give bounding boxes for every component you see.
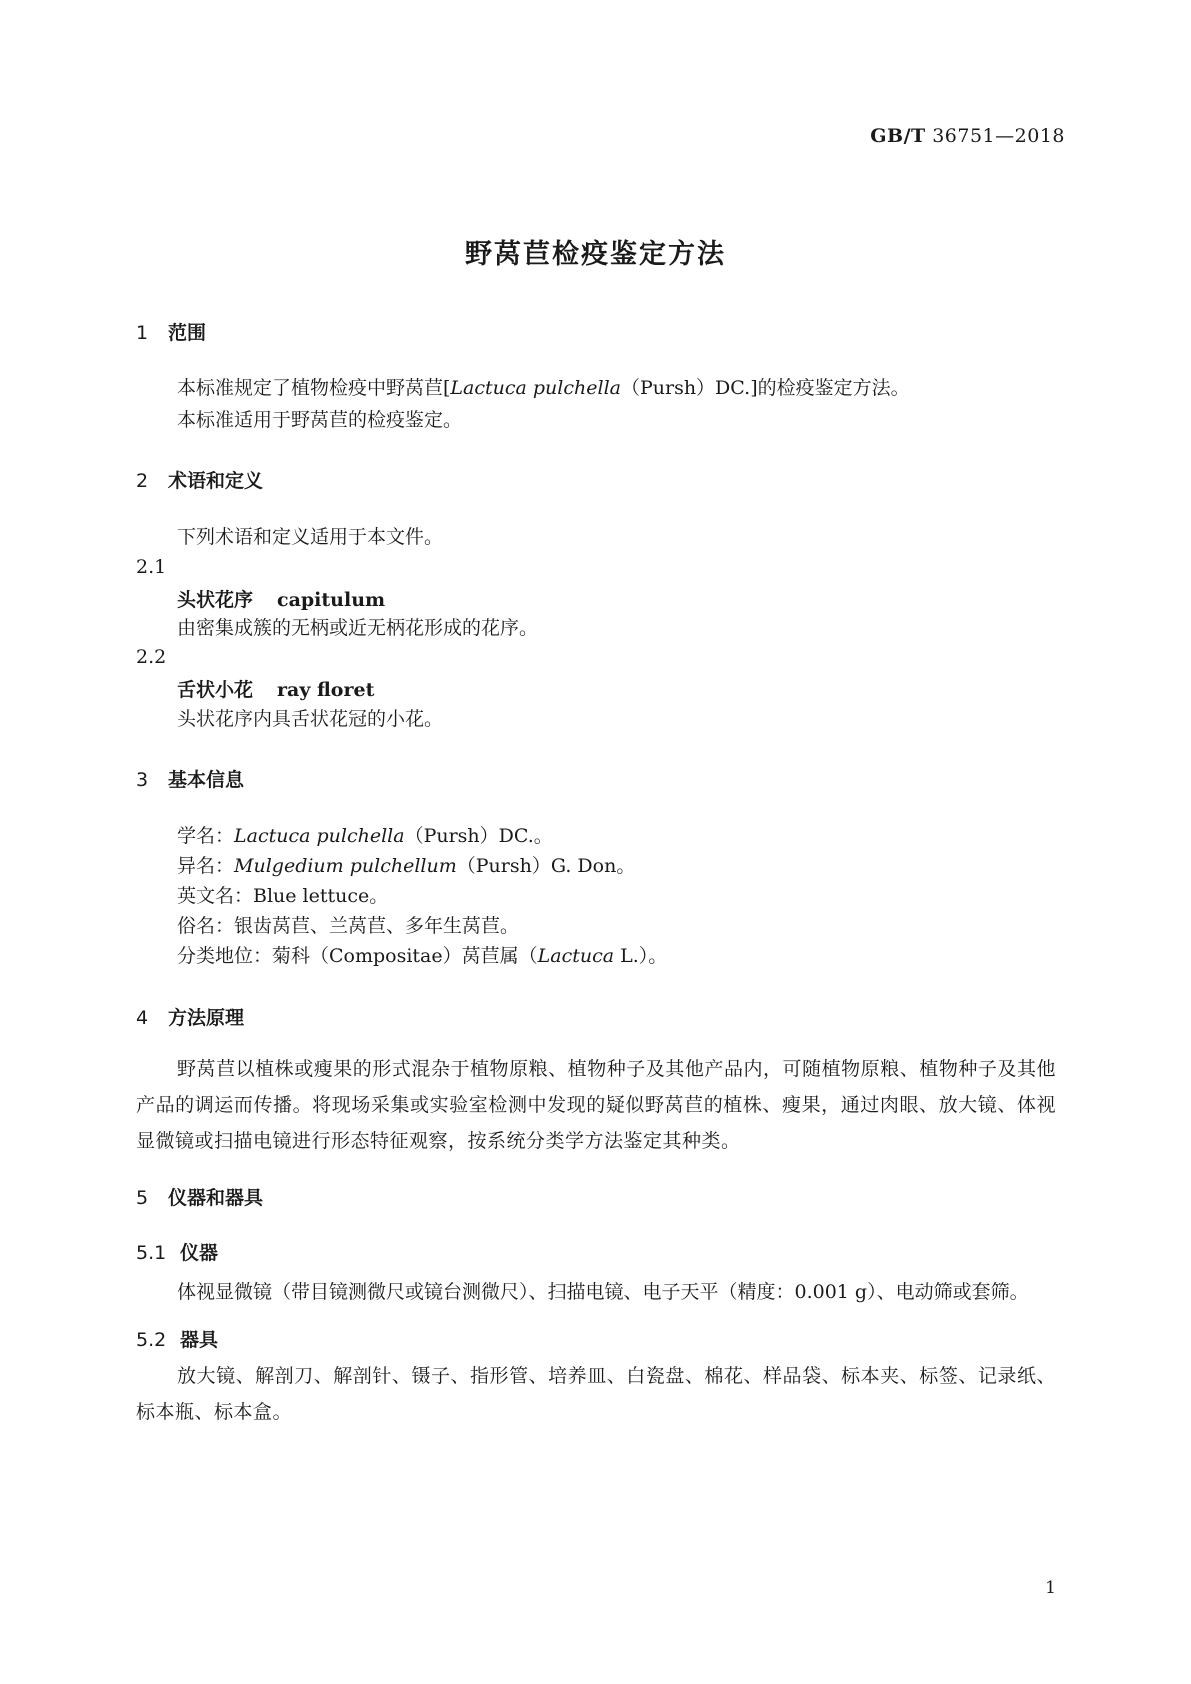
section-title: 器具 [180, 1329, 219, 1351]
term-zh: 头状花序 [177, 589, 254, 611]
text: （Pursh）G. Don。 [456, 855, 636, 877]
section-2-heading [136, 466, 263, 493]
section-1-heading [136, 318, 206, 345]
section-title: 范围 [168, 322, 207, 344]
term-2-2-number: 2.2 [136, 646, 167, 668]
terms-intro: 下列术语和定义适用于本文件。 [177, 526, 444, 548]
section-5-heading [136, 1183, 263, 1210]
term-2-1 [177, 585, 385, 612]
instruments-paragraph: 体视显微镜（带目镜测微尺或镜台测微尺）、扫描电镜、电子天平（精度：0.001 g）、电动筛或套筛。 [177, 1281, 1029, 1303]
section-5-2-heading [136, 1325, 218, 1352]
text: 分类地位：菊科（Compositae）莴苣属（ [177, 945, 538, 967]
scientific-name-line [177, 820, 553, 852]
synonym-line [177, 850, 635, 882]
term-2-1-definition: 由密集成簇的无柄或近无柄花形成的花序。 [177, 617, 539, 639]
english-name-line: 英文名：Blue lettuce。 [177, 885, 389, 907]
text: （Pursh）DC.]的检疫鉴定方法。 [620, 377, 910, 399]
term-2-1-number: 2.1 [136, 556, 167, 578]
term-2-2 [177, 675, 374, 702]
text: （Pursh）DC.。 [404, 825, 553, 847]
section-number: 1 [136, 322, 149, 344]
section-number: 3 [136, 769, 149, 791]
tools-paragraph: 放大镜、解剖刀、解剖针、镊子、指形管、培养皿、白瓷盘、棉花、样品袋、标本夹、标签、记录纸、标本瓶、标本盒。 [136, 1365, 1056, 1423]
label: 异名： [177, 855, 235, 877]
code-number: 36751—2018 [932, 125, 1065, 147]
section-3-heading [136, 765, 244, 792]
text: 本标准规定了植物检疫中野莴苣[ [177, 377, 451, 399]
section-number: 5 [136, 1187, 149, 1209]
section-title: 术语和定义 [168, 470, 264, 492]
section-number: 2 [136, 470, 149, 492]
section-title: 方法原理 [168, 1007, 245, 1029]
term-en: capitulum [277, 589, 386, 611]
scope-paragraph-2: 本标准适用于野莴苣的检疫鉴定。 [177, 409, 463, 431]
section-number: 5.1 [136, 1242, 167, 1264]
species-name: Mulgedium pulchellum [234, 855, 457, 877]
label: 学名： [177, 825, 235, 847]
page-number: 1 [1045, 1578, 1056, 1598]
section-title: 仪器和器具 [168, 1187, 264, 1209]
section-title: 基本信息 [168, 769, 245, 791]
document-title: 野莴苣检疫鉴定方法 [465, 239, 726, 270]
genus-name: Lactuca [537, 945, 615, 967]
taxonomy-line [177, 940, 667, 972]
section-number: 5.2 [136, 1329, 167, 1351]
section-number: 4 [136, 1007, 149, 1029]
section-title: 仪器 [180, 1242, 219, 1264]
section-5-1-heading [136, 1238, 218, 1265]
term-zh: 舌状小花 [177, 679, 254, 701]
section-4-heading [136, 1003, 244, 1030]
text: L.）。 [614, 945, 668, 967]
term-en: ray floret [277, 679, 375, 701]
common-name-line: 俗名：银齿莴苣、兰莴苣、多年生莴苣。 [177, 915, 520, 937]
species-name: Lactuca pulchella [234, 825, 405, 847]
principle-paragraph: 野莴苣以植株或瘦果的形式混杂于植物原粮、植物种子及其他产品内，可随植物原粮、植物种子及其他产品的调运而传播。将现场采集或实验室检测中发现的疑似野莴苣的植株、瘦果，通过肉眼、放大镜、体视显微镜或扫描电镜进行形态特征观察，按系统分类学方法鉴定其种类。 [136, 1058, 1056, 1152]
scope-paragraph-1 [177, 372, 910, 404]
document-code [870, 125, 1065, 147]
species-name: Lactuca pulchella [450, 377, 621, 399]
term-2-2-definition: 头状花序内具舌状花冠的小花。 [177, 708, 444, 730]
code-prefix: GB/T [870, 125, 926, 147]
